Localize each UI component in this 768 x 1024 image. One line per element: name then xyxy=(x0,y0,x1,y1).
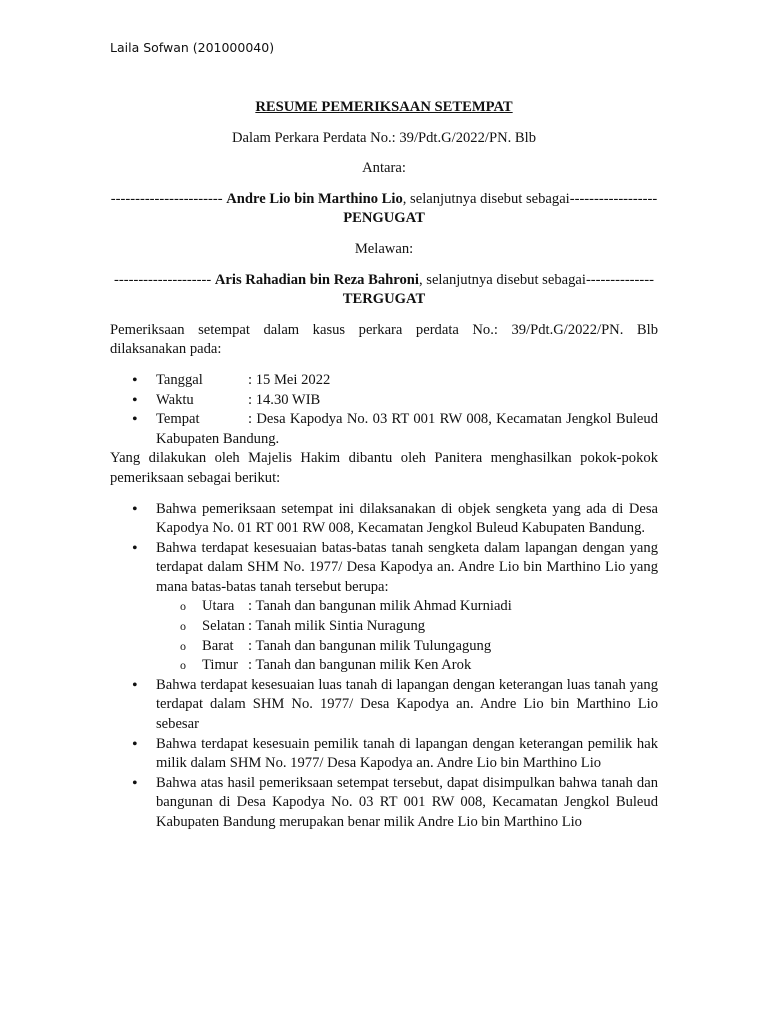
document-title: RESUME PEMERIKSAAN SETEMPAT xyxy=(255,99,513,115)
boundary-value: : Tanah dan bangunan milik Ken Arok xyxy=(248,657,472,674)
finding-text: Bahwa pemeriksaan setempat ini dilaksanakan di objek sengketa yang ada di Desa Kapodya No. 01 RT 001 RW 008, Kecamatan Jengkol Buleud Kabupaten Bandung. xyxy=(156,500,658,537)
boundary-dir: Selatan xyxy=(202,618,245,635)
boundary-item-selatan xyxy=(110,617,658,637)
plaintiff-role: PENGUGAT xyxy=(343,210,425,227)
boundary-list xyxy=(110,597,658,675)
detail-label: Tanggal xyxy=(156,371,203,388)
detail-value: : Desa Kapodya No. 03 RT 001 RW 008, Kecamatan Jengkol Buleud Kabupaten Bandung. xyxy=(156,411,658,447)
detail-label: Tempat xyxy=(156,411,200,428)
finding-text: Bahwa terdapat kesesuain pemilik tanah di lapangan dengan keterangan pemilik hak milik dalam SHM No. 1977/ Desa Kapodya an. Andre Lio bin Marthino Lio xyxy=(156,735,658,772)
plaintiff-dashes: ----------------------- xyxy=(110,190,223,207)
case-number-line: Dalam Perkara Perdata No.: 39/Pdt.G/2022/PN. Blb xyxy=(232,129,536,146)
detail-item-tanggal xyxy=(110,371,658,391)
detail-item-waktu xyxy=(110,391,658,411)
detail-list xyxy=(110,371,658,449)
finding-text: Bahwa terdapat kesesuaian batas-batas tanah sengketa dalam lapangan dengan yang terdapat dalam SHM No. 1977/ Desa Kapodya an. Andre Lio bin Marthino Lio yang mana batas-batas tanah tersebut berupa: xyxy=(156,539,658,595)
finding-item xyxy=(110,735,658,774)
melawan-label: Melawan: xyxy=(354,240,414,257)
finding-item xyxy=(110,539,658,676)
detail-label: Waktu xyxy=(156,391,194,408)
boundary-item-barat xyxy=(110,637,658,657)
finding-text: Bahwa terdapat kesesuaian luas tanah di lapangan dengan keterangan luas tanah yang terdapat dalam SHM No. 1977/ Desa Kapodya an. Andre Lio bin Marthino Lio sebesar xyxy=(156,676,658,733)
detail-item-tempat xyxy=(110,410,658,449)
boundary-value: : Tanah milik Sintia Nuragung xyxy=(248,618,426,635)
finding-item xyxy=(110,676,658,735)
plaintiff-name: Andre Lio bin Marthino Lio xyxy=(226,190,403,207)
defendant-middle: , selanjutnya disebut sebagai-------------- xyxy=(418,271,654,288)
detail-value: : 15 Mei 2022 xyxy=(248,371,331,388)
antara-label: Antara: xyxy=(362,160,406,177)
plaintiff-line xyxy=(110,190,658,229)
intro-paragraph: Pemeriksaan setempat dalam kasus perkara perdata No.: 39/Pdt.G/2022/PN. Blb dilaksanakan pada: xyxy=(110,321,658,358)
boundary-value: : Tanah dan bangunan milik Tulungagung xyxy=(248,637,492,654)
defendant-line xyxy=(110,271,658,310)
boundary-value: : Tanah dan bangunan milik Ahmad Kurniadi xyxy=(248,598,512,615)
finding-text: Bahwa atas hasil pemeriksaan setempat tersebut, dapat disimpulkan bahwa tanah dan bangunan di Desa Kapodya No. 03 RT 001 RW 008, Kecamatan Jengkol Buleud Kabupaten Bandung merupakan benar milik Andre Lio bin Marthino Lio xyxy=(156,774,658,830)
defendant-role: TERGUGAT xyxy=(342,291,426,308)
defendant-dashes: -------------------- xyxy=(114,271,212,288)
author-header: Laila Sofwan (201000040) xyxy=(110,40,275,55)
boundary-dir: Barat xyxy=(202,637,234,654)
detail-value: : 14.30 WIB xyxy=(248,391,321,408)
plaintiff-middle: , selanjutnya disebut sebagai------------------ xyxy=(402,190,658,207)
finding-item xyxy=(110,774,658,833)
boundary-item-utara xyxy=(110,597,658,617)
finding-item xyxy=(110,500,658,539)
boundary-dir: Timur xyxy=(202,657,238,674)
document-body xyxy=(110,98,658,833)
findings-intro-paragraph: Yang dilakukan oleh Majelis Hakim dibantu oleh Panitera menghasilkan pokok-pokok pemeriksaan sebagai berikut: xyxy=(110,450,658,486)
boundary-item-timur xyxy=(110,656,658,676)
boundary-dir: Utara xyxy=(202,598,235,615)
defendant-name: Aris Rahadian bin Reza Bahroni xyxy=(214,271,419,288)
findings-list xyxy=(110,500,658,833)
